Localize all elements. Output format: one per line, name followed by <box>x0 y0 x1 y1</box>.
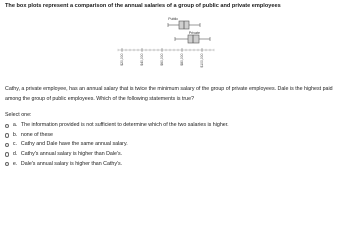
radio-button-a[interactable] <box>5 124 9 128</box>
x-axis-tick-label: $100,000 <box>200 53 205 68</box>
radio-button-e[interactable] <box>5 162 9 166</box>
option-text: none of these <box>20 131 53 138</box>
select-one-label: Select one: <box>5 112 32 118</box>
option-text: Cathy and Dale have the same annual salary. <box>20 141 128 148</box>
answer-option-c[interactable] <box>5 140 345 150</box>
public-series-label: Public <box>168 17 178 22</box>
question-paragraph: Cathy, a private employee, has an annual salary that is twice the minimum salary of the group of private employees. Dale is the highest paid among the group of public employees. Which of the following statements is true? <box>5 86 333 102</box>
box-plot-chart <box>110 16 220 78</box>
option-text: Dale's annual salary is higher than Cathy's. <box>20 160 123 167</box>
answer-option-a[interactable] <box>5 121 345 131</box>
option-letter: e. <box>12 160 18 167</box>
private-box <box>188 35 199 43</box>
private-series-label: Private <box>188 31 200 36</box>
option-text: The information provided is not sufficient to determine which of the two salaries is higher. <box>20 122 229 129</box>
option-text: Cathy's annual salary is higher than Dale's. <box>20 151 123 158</box>
radio-button-d[interactable] <box>5 152 9 156</box>
question-title: The box plots represent a comparison of the annual salaries of a group of public and private employees <box>5 3 281 9</box>
option-letter: d. <box>12 151 18 158</box>
answer-option-b[interactable] <box>5 131 345 141</box>
answer-options <box>5 121 345 169</box>
x-axis-tick-label: $20,000 <box>120 53 125 66</box>
option-letter: a. <box>12 122 18 129</box>
answer-option-e[interactable] <box>5 159 345 169</box>
x-axis-tick-label: $80,000 <box>180 53 185 66</box>
option-letter: b. <box>12 131 18 138</box>
x-axis-tick-label: $40,000 <box>140 53 145 66</box>
option-letter: c. <box>12 141 18 148</box>
answer-option-d[interactable] <box>5 150 345 160</box>
radio-button-c[interactable] <box>5 143 9 147</box>
radio-button-b[interactable] <box>5 133 9 137</box>
x-axis-tick-label: $60,000 <box>160 53 165 66</box>
